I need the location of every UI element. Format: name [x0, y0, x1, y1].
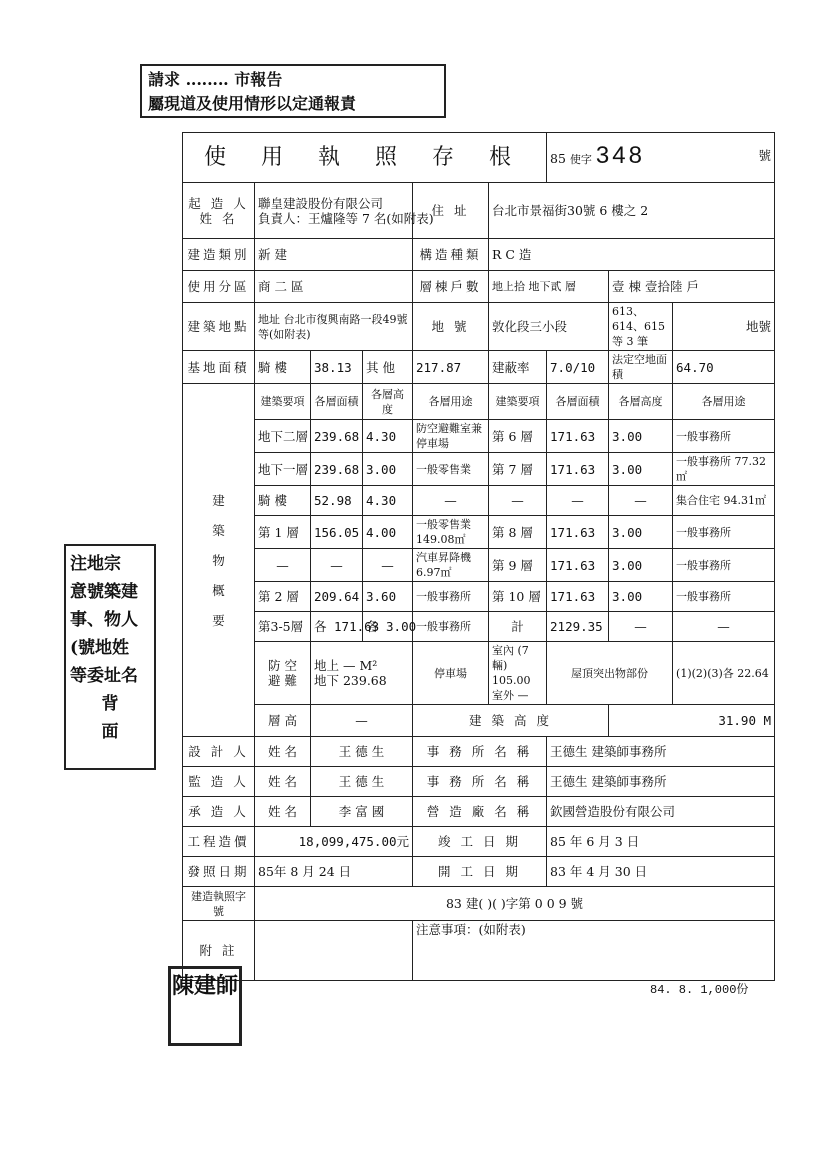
supervisor-office: 王德生 建築師事務所	[547, 767, 775, 797]
address-label: 住 址	[413, 183, 489, 239]
supervisor-name: 王 德 生	[311, 767, 413, 797]
structure-label: 構造種類	[413, 239, 489, 271]
shelter-label: 防 空 避 難	[255, 642, 311, 705]
col-header: 建築要項	[489, 384, 547, 420]
stamp-line-1: 請求 ‥‥‥‥ 市報告	[148, 70, 283, 89]
cost-label: 工程造價	[183, 827, 255, 857]
builder-label: 起 造 人 姓 名	[183, 183, 255, 239]
complete-label: 竣 工 日 期	[413, 827, 547, 857]
lot-label: 地 號	[413, 303, 489, 351]
lot-value: 敦化段三小段	[489, 303, 609, 351]
floor-height-label: 層 高	[255, 705, 311, 737]
name-label: 姓 名	[255, 737, 311, 767]
category-value: 新 建	[255, 239, 413, 271]
name-label: 姓 名	[255, 767, 311, 797]
other-value: 217.87	[413, 351, 489, 384]
floors-label: 層棟戶數	[413, 271, 489, 303]
complete-value: 85 年 6 月 3 日	[547, 827, 775, 857]
request-stamp	[140, 64, 446, 118]
coverage-value: 7.0/10	[547, 351, 609, 384]
table-row: 第3-5層 各 171.63 各 3.00 一般事務所 計 2129.35 — —	[183, 612, 775, 642]
building-height-value: 31.90 M	[609, 705, 775, 737]
building-summary-label: 建 築 物 概 要	[183, 384, 255, 737]
start-label: 開 工 日 期	[413, 857, 547, 887]
designer-office: 王德生 建築師事務所	[547, 737, 775, 767]
table-row: — — — 汽車昇降機 6.97㎡ 第 9 層 171.63 3.00 一般事務所	[183, 549, 775, 582]
arcade-label: 騎 樓	[255, 351, 311, 384]
site-label: 建築地點	[183, 303, 255, 351]
office-label: 事 務 所 名 稱	[413, 767, 547, 797]
back-notice-stamp: 注地宗 意號築建 事、物人 (號地姓 等委址名 背 面	[64, 544, 156, 770]
open-area-label: 法定空地面積	[609, 351, 673, 384]
col-header: 各層面積	[311, 384, 363, 420]
permit-stub-table	[182, 132, 775, 981]
roof-value: (1)(2)(3)各 22.64	[673, 642, 775, 705]
lot-suffix: 地號	[673, 303, 775, 351]
other-label: 其 他	[363, 351, 413, 384]
area-label: 基地面積	[183, 351, 255, 384]
table-row: 騎 樓 52.98 4.30 — — — — 集合住宅 94.31㎡	[183, 486, 775, 516]
architect-seal: 陳建師	[168, 966, 242, 1046]
lot-numbers: 613、614、615 等 3 筆	[609, 303, 673, 351]
stamp-line-2: 屬現道及使用情形以定通報責	[148, 94, 357, 113]
units-value: 壹 棟 壹拾陸 戶	[609, 271, 775, 303]
parking-values: 室內 (7輛) 105.00 室外 —	[489, 642, 547, 705]
contractor-name: 李 富 國	[311, 797, 413, 827]
category-label: 建造類別	[183, 239, 255, 271]
address-value: 台北市景福街30號 6 樓之 2	[489, 183, 775, 239]
issue-label: 發照日期	[183, 857, 255, 887]
roof-label: 屋頂突出物部份	[547, 642, 673, 705]
col-header: 各層高度	[363, 384, 413, 420]
issue-value: 85年 8 月 24 日	[255, 857, 413, 887]
office-label: 事 務 所 名 稱	[413, 737, 547, 767]
permit-no-value: 83 建( )( )字第 0 0 9 號	[255, 887, 775, 921]
arcade-value: 38.13	[311, 351, 363, 384]
permit-no-label: 建造執照字號	[183, 887, 255, 921]
zone-label: 使用分區	[183, 271, 255, 303]
handwritten-area	[255, 921, 413, 981]
contractor-label: 承 造 人	[183, 797, 255, 827]
open-area-value: 64.70	[673, 351, 775, 384]
floor-height-value: —	[311, 705, 413, 737]
building-height-label: 建 築 高 度	[413, 705, 609, 737]
print-note: 84. 8. 1,000份	[650, 983, 749, 997]
permit-number: 85 使字 348 號	[547, 133, 775, 183]
site-value: 地址 台北市復興南路一段49號等(如附表)	[255, 303, 413, 351]
table-row: 地下一層 239.68 3.00 一般零售業 第 7 層 171.63 3.00 一般事務所 77.32㎡	[183, 453, 775, 486]
table-row: 第 2 層 209.64 3.60 一般事務所 第 10 層 171.63 3.00 一般事務所	[183, 582, 775, 612]
notes-label: 附 註	[183, 921, 255, 981]
start-value: 83 年 4 月 30 日	[547, 857, 775, 887]
notes-value: 注意事項：(如附表)	[413, 921, 775, 981]
col-header: 建築要項	[255, 384, 311, 420]
document-title: 使 用 執 照 存 根	[183, 133, 547, 183]
col-header: 各層用途	[673, 384, 775, 420]
designer-name: 王 德 生	[311, 737, 413, 767]
name-label: 姓 名	[255, 797, 311, 827]
parking-label: 停車場	[413, 642, 489, 705]
table-row: 地下二層 239.68 4.30 防空避難室兼停車場 第 6 層 171.63 3.00 一般事務所	[183, 420, 775, 453]
contractor-firm: 欽國營造股份有限公司	[547, 797, 775, 827]
designer-label: 設 計 人	[183, 737, 255, 767]
coverage-label: 建蔽率	[489, 351, 547, 384]
col-header: 各層面積	[547, 384, 609, 420]
shelter-values: 地上 — M² 地下 239.68	[311, 642, 413, 705]
builder-value: 聯皇建設股份有限公司 負責人：王爐隆等 7 名(如附表)	[255, 183, 413, 239]
structure-value: R C 造	[489, 239, 775, 271]
col-header: 各層用途	[413, 384, 489, 420]
firm-label: 營 造 廠 名 稱	[413, 797, 547, 827]
cost-value: 18,099,475.00元	[255, 827, 413, 857]
table-row: 第 1 層 156.05 4.00 一般零售業 149.08㎡ 第 8 層 171.63 3.00 一般事務所	[183, 516, 775, 549]
col-header: 各層高度	[609, 384, 673, 420]
supervisor-label: 監 造 人	[183, 767, 255, 797]
zone-value: 商 二 區	[255, 271, 413, 303]
floors-value: 地上拾 地下貳 層	[489, 271, 609, 303]
